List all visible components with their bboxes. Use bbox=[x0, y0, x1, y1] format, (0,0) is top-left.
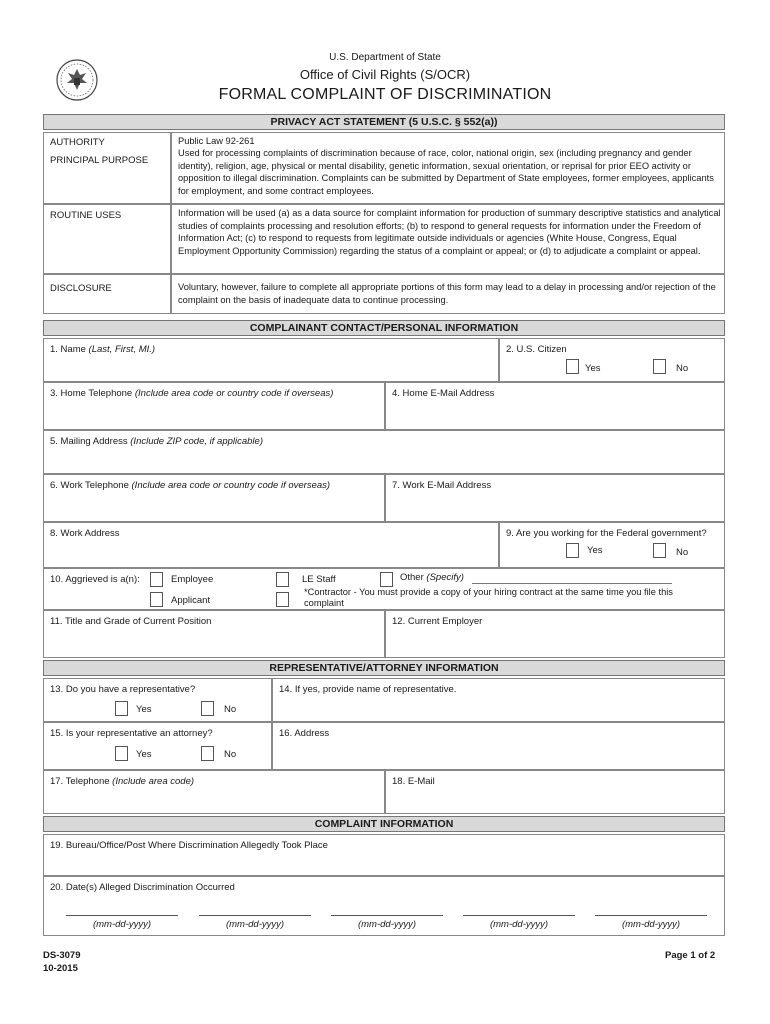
discrimination-dates-label: 20. Date(s) Alleged Discrimination Occurred bbox=[50, 882, 235, 893]
date-hint-2: (mm-dd-yyyy) bbox=[225, 919, 285, 930]
aggrieved-field bbox=[43, 568, 725, 610]
page-title: FORMAL COMPLAINT OF DISCRIMINATION bbox=[218, 86, 552, 103]
citizen-no-checkbox[interactable] bbox=[653, 359, 666, 374]
contractor-note: *Contractor - You must provide a copy of your hiring contract at the same time you file this complaint bbox=[304, 587, 673, 608]
home-email-field[interactable] bbox=[385, 382, 725, 430]
name-field[interactable] bbox=[43, 338, 499, 382]
title-grade-label: 11. Title and Grade of Current Position bbox=[50, 616, 212, 627]
routine-uses-text: Information will be used (a) as a data source for complaint information for production of summary descriptive statistics and analytical studies of complaints processing and resolution efforts; (b) to respond to general requests for information under the Freedom of Information Act; (c) to respond to requests from legitimate outside individuals or agencies (White House, Congress, Equal Employment Opportunity Commission) regarding the status of a complaint or appeal; or (d) to adjudicate a complaint or appeal. bbox=[178, 208, 721, 256]
privacy-section-heading: PRIVACY ACT STATEMENT (5 U.S.C. § 552(a)) bbox=[43, 114, 725, 130]
other-label: Other (Specify) bbox=[400, 572, 464, 583]
have-representative-yes-label: Yes bbox=[136, 704, 152, 715]
work-email-label: 7. Work E-Mail Address bbox=[392, 480, 492, 491]
routine-text-cell bbox=[171, 204, 725, 274]
citizen-no-label: No bbox=[676, 363, 689, 374]
citizen-field bbox=[499, 338, 725, 382]
page-number: Page 1 of 2 bbox=[665, 950, 716, 961]
aggrieved-label: 10. Aggrieved is a(n): bbox=[50, 574, 140, 585]
representative-email-field[interactable] bbox=[385, 770, 725, 814]
employee-label: Employee bbox=[171, 574, 214, 585]
bureau-office-post-label: 19. Bureau/Office/Post Where Discrimination Allegedly Took Place bbox=[50, 840, 328, 851]
home-telephone-label: 3. Home Telephone (Include area code or country code if overseas) bbox=[50, 388, 334, 399]
bureau-office-post-field[interactable] bbox=[43, 834, 725, 876]
work-address-label: 8. Work Address bbox=[50, 528, 120, 539]
applicant-checkbox[interactable] bbox=[150, 592, 163, 607]
applicant-label: Applicant bbox=[171, 595, 211, 606]
date-hint-1: (mm-dd-yyyy) bbox=[92, 919, 152, 930]
name-label: 1. Name (Last, First, MI.) bbox=[50, 344, 156, 355]
department-name: U.S. Department of State bbox=[329, 52, 441, 63]
form-date: 10-2015 bbox=[43, 963, 78, 974]
routine-label-cell bbox=[43, 204, 171, 274]
representative-name-label: 14. If yes, provide name of representative. bbox=[279, 684, 457, 695]
date-line-2[interactable] bbox=[199, 915, 311, 916]
date-hint-5: (mm-dd-yyyy) bbox=[621, 919, 681, 930]
work-address-field[interactable] bbox=[43, 522, 499, 568]
have-representative-no-checkbox[interactable] bbox=[201, 701, 214, 716]
is-attorney-yes-label: Yes bbox=[136, 749, 152, 760]
representative-address-field[interactable] bbox=[272, 722, 725, 770]
other-checkbox[interactable] bbox=[380, 572, 393, 587]
have-representative-no-label: No bbox=[224, 704, 237, 715]
is-attorney-yes-checkbox[interactable] bbox=[115, 746, 128, 761]
citizen-yes-checkbox[interactable] bbox=[566, 359, 579, 374]
disclosure-text: Voluntary, however, failure to complete all appropriate portions of this form may lead to a delay in processing and/or rejection of the complaint on the basis of inadequate data to continue processing. bbox=[178, 282, 716, 305]
federal-yes-label: Yes bbox=[587, 545, 603, 556]
authority-text: Public Law 92-261 bbox=[178, 136, 255, 146]
work-email-field[interactable] bbox=[385, 474, 725, 522]
date-line-1[interactable] bbox=[66, 915, 178, 916]
representative-telephone-field[interactable] bbox=[43, 770, 385, 814]
authority-label-cell bbox=[43, 132, 171, 204]
federal-no-label: No bbox=[676, 547, 689, 558]
current-employer-field[interactable] bbox=[385, 610, 725, 658]
authority-label: AUTHORITY bbox=[50, 137, 105, 148]
current-employer-label: 12. Current Employer bbox=[392, 616, 483, 627]
date-line-3[interactable] bbox=[331, 915, 443, 916]
complaint-section-heading: COMPLAINT INFORMATION bbox=[43, 816, 725, 832]
work-telephone-label: 6. Work Telephone (Include area code or country code if overseas) bbox=[50, 480, 331, 491]
home-telephone-field[interactable] bbox=[43, 382, 385, 430]
federal-yes-checkbox[interactable] bbox=[566, 543, 579, 558]
routine-uses-label: ROUTINE USES bbox=[50, 210, 122, 221]
is-attorney-field bbox=[43, 722, 272, 770]
have-representative-field bbox=[43, 678, 272, 722]
purpose-label: PRINCIPAL PURPOSE bbox=[50, 155, 149, 166]
office-name: Office of Civil Rights (S/OCR) bbox=[299, 67, 471, 82]
home-email-label: 4. Home E-Mail Address bbox=[392, 388, 495, 399]
authority-text-cell bbox=[171, 132, 725, 204]
representative-section-heading: REPRESENTATIVE/ATTORNEY INFORMATION bbox=[43, 660, 725, 676]
other-specify-line[interactable] bbox=[472, 583, 672, 584]
have-representative-yes-checkbox[interactable] bbox=[115, 701, 128, 716]
disclosure-text-cell bbox=[171, 274, 725, 314]
work-telephone-field[interactable] bbox=[43, 474, 385, 522]
mailing-address-field[interactable] bbox=[43, 430, 725, 474]
le-staff-label: LE Staff bbox=[302, 574, 336, 585]
federal-government-label: 9. Are you working for the Federal government? bbox=[506, 528, 707, 539]
date-hint-4: (mm-dd-yyyy) bbox=[489, 919, 549, 930]
representative-address-label: 16. Address bbox=[279, 728, 330, 739]
title-grade-field[interactable] bbox=[43, 610, 385, 658]
date-line-5[interactable] bbox=[595, 915, 707, 916]
le-staff-checkbox[interactable] bbox=[276, 572, 289, 587]
employee-checkbox[interactable] bbox=[150, 572, 163, 587]
federal-no-checkbox[interactable] bbox=[653, 543, 666, 558]
disclosure-label-cell bbox=[43, 274, 171, 314]
disclosure-label: DISCLOSURE bbox=[50, 283, 112, 294]
is-attorney-label: 15. Is your representative an attorney? bbox=[50, 728, 213, 739]
representative-telephone-label: 17. Telephone (Include area code) bbox=[50, 776, 195, 787]
complainant-section-heading: COMPLAINANT CONTACT/PERSONAL INFORMATION bbox=[43, 320, 725, 336]
have-representative-label: 13. Do you have a representative? bbox=[50, 684, 196, 695]
form-number: DS-3079 bbox=[43, 950, 81, 961]
date-hint-3: (mm-dd-yyyy) bbox=[357, 919, 417, 930]
citizen-label: 2. U.S. Citizen bbox=[506, 344, 567, 355]
contractor-checkbox[interactable] bbox=[276, 592, 289, 607]
citizen-yes-label: Yes bbox=[585, 363, 601, 374]
date-line-4[interactable] bbox=[463, 915, 575, 916]
is-attorney-no-label: No bbox=[224, 749, 237, 760]
representative-name-field[interactable] bbox=[272, 678, 725, 722]
federal-government-field bbox=[499, 522, 725, 568]
is-attorney-no-checkbox[interactable] bbox=[201, 746, 214, 761]
representative-email-label: 18. E-Mail bbox=[392, 776, 435, 787]
discrimination-dates-field bbox=[43, 876, 725, 936]
purpose-text: Used for processing complaints of discrimination because of race, color, national origin, sex (including pregnancy and gender identity), religion, age, physical or mental disability, genetic information, sexual orientation, or reprisal for prior EEO activity or opposition to illegal discrimination. Complaints can be submitted by Department of State employees, former employees, applicants for employment, and some contract employees. bbox=[178, 148, 714, 196]
mailing-address-label: 5. Mailing Address (Include ZIP code, if applicable) bbox=[50, 436, 263, 447]
